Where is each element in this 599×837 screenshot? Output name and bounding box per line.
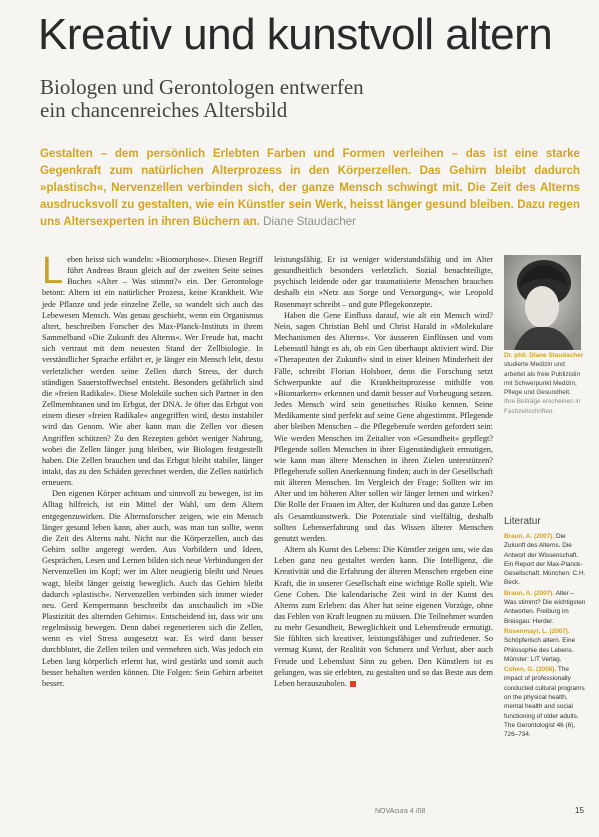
literature-text: Die Zukunft des Alterns. Die Antwort der Wissenschaft. Ein Report der Max-Planck-Gesellschaft. München: C.H. Beck.	[504, 533, 586, 587]
lead-text: Gestalten – dem persönlich Erlebten Farben und Formen verleihen – das ist eine starke Gegenkraft zum natürlichen Alterprozess in den Körperzellen. Das Gehirn bleibt dadurch »plastisch«, Nervenzellen verbinden sich, der ganze Mensch schwingt mit. Die Zeit des Alterns ausdrucksvoll zu gestalten, wie ein Künstler sein Werk, heisst länger gesund bleiben. Dazu regen uns Altersexperten in ihren Büchern an.	[40, 147, 580, 228]
body-paragraph: Den eigenen Körper achtsam und sinnvoll zu bewegen, ist im Alltag hilfreich, ist ein Mittel der Wahl, um dem Altern entgegenzuwirken. Die Alternsforscher zeigen, wie ein Mensch länger gesund leben kann, aber auch, was man tun sollte, wenn die Zeit des Alterns naht. Nicht nur die Körperzellen, auch das Gehirn sollte angeregt werden. Aus Vorbildern und Ideen, Gesprächen, Lesen und Lernen bilden sich neue Verbindungen der Nervenzellen im Kopf; wer im Alter neugierig bleibt und Neues wagt, bleibt länger geistig beweglich. Auch das Gehirn bleibt dadurch »plastisch«. Nervenzellen verbinden sich immer wieder neu. Gerd Kempermann beschreibt das anschaulich im »Die Plastizität des alternden Gehirns«. Entscheidend ist, dass wir uns regelmässig bewegen. Denn dabei regenerieren sich die Zellen, wenn es viel Stress ausgesetzt war. Es wird dann besser durchblutet, die Zellen teilen und vermehren sich. Was jedoch ein Leben lang körperlich erlernt hat, wird gestärkt und somit auch besser behalten werden können. Die Folgen: Sein Gehirn arbeitet besser.	[42, 489, 263, 688]
literature-author: Rosenmayr, L. (2007).	[504, 627, 570, 635]
body-column-2	[274, 254, 493, 689]
end-mark-icon	[350, 681, 356, 687]
body-paragraph	[274, 544, 493, 689]
subtitle-line-2: ein chancenreiches Altersbild	[40, 98, 288, 122]
literature-heading: Literatur	[504, 516, 541, 527]
subtitle-line-1: Biologen und Gerontologen entwerfen	[40, 75, 364, 99]
literature-author: Cohen, G. (2006).	[504, 666, 557, 674]
author-caption	[504, 351, 586, 416]
literature-entry	[504, 627, 586, 664]
body-column-1	[42, 250, 263, 689]
page-number: 15	[575, 806, 584, 815]
caption-text: studierte Medizin und arbeitet als freie Publizistin mit Schwerpunkt Medizin, Pflege und Gesundheit.	[504, 361, 581, 397]
literature-author: Braun, A. (2007).	[504, 589, 555, 597]
literature-author: Braun, A. (2007).	[504, 533, 555, 540]
caption-dept: Ihre Beiträge erscheinen in Fachzeitschriften.	[504, 398, 581, 415]
body-paragraph: leistungsfähig. Er ist weniger widerstandsfähig und im Alter gesundheitlich besonders verletzlich. Sozial benachteiligte, psychisch leidende oder gar traumatisierte Menschen brauchen deshalb ein »Netz aus Sorge und Versorgung«, wie Leopold Rosenmayr schreibt – und gute Pflegekonzepte.	[274, 255, 493, 309]
drop-cap: L	[42, 250, 64, 292]
literature-text: Schöpferisch altern. Eine Philosophie des Lebens. Münster: LIT Verlag.	[504, 637, 576, 663]
lead-author: Diane Staudacher	[263, 215, 356, 228]
literature-text: The impact of professionally conducted cultural programs on the physical health, mental health and social functioning of older adults. The Gerontologist 46 (6), 726–734.	[504, 666, 585, 739]
article-subtitle	[40, 76, 560, 122]
body-paragraph-text: Altern als Kunst des Lebens: Die Künstler zeigen uns, wie das Leben ganz neu gestaltet werden kann. Die Intelligenz, die Kreativität und die Erfahrung der älteren Menschen ergeben eine Kraft, die in unserer Gesellschaft eine wichtige Rolle spielt. Wie Gene Cohen. Die kalendarische Zeit wird in der Kunst des Alterns zum Erleben: das Alter hat seine eigenen Vorzüge, ohne das Fehlen von Kraft leugnen zu müssen. Die Teilnehmer wurden zu mehr Gesundheit, Beweglichkeit und Lebensfreude ermutigt. Sie fühlten sich kreativer, leistungsfähiger und zufriedener. So vermag Kunst, der Realität von Schmerz und Verlust, aber auch Freude und Lebenslust Sinn zu geben. Den Künstlern ist es gelungen, was sie erlebten, zu gestalten und so das Beste aus dem Leben herauszuholen.	[274, 545, 493, 688]
literature-entry	[504, 665, 586, 739]
body-paragraph: eben heisst sich wandeln: »Biomorphose«. Diesen Begriff führt Andreas Braun gleich auf der zweiten Seite seines Buches »Alter – Was stimmt?« ein. Der Gerontologe betont: Altern ist ein natürlicher Prozess, keine Krankheit. Wie jede Pflanze und jede einzelne Zelle, so wandelt sich auch das Lebewesen Mensch. Was genau geschieht, wenn ein Organismus altert, beschreiben Forscher des Max-Planck-Instituts in ihrem Sammelband »Die Zukunft des Alterns«. Wer Freude hat, macht sich vertraut mit dem neuesten Stand der Zellbiologie. In verständlicher Sprache erfährt er, je länger ein Mensch lebt, desto verletzlicher werden seine Zellen durch Stress, der durch ständigen Sauerstoffwechsel entsteht. Besonders gefährlich sind die »freien Radikale«. Diese Moleküle suchen sich Partner in den Zellmembranen und im Erbgut, der DNA. Je öfter das Erbgut von einem dieser »freien Radikale« angegriffen wird, desto instabiler wird das Genom. Wie aber kann man die Zellen vor diesen Angriffen schützen? Zu den Rezepten gehört weniger Nahrung, wobei die Zellen länger jung bleiben, wie Biologen festgestellt haben. Die Zellen brauchen und das Erbgut bleibt stabiler, länger intakt, das zu den Schäden gerechnet werden, die Zellen natürlich erneuern.	[42, 255, 263, 488]
caption-name: Dr. phil. Diane Staudacher	[504, 352, 584, 359]
author-photo	[504, 255, 581, 350]
literature-entry	[504, 589, 586, 626]
literature-list	[504, 532, 586, 741]
lead-paragraph	[40, 145, 580, 230]
literature-entry	[504, 532, 586, 588]
article-title: Kreativ und kunstvoll altern	[38, 10, 553, 59]
literature-text: Alter – Was stimmt? Die wichtigsten Antworten. Freiburg im Breisgau: Herder.	[504, 589, 586, 625]
body-paragraph: Haben die Gene Einfluss darauf, wie alt ein Mensch wird? Nein, sagen Christian Behl und Christ Harald in »Molekulare Mechanismen des Alterns«. Vor äusseren Einflüssen und vom Lebensstil hängt es ab, ob ein Gen überhaupt aktiviert wird. Die »Therapeuten der Zukunft« sind in einer kleinen Minderheit der Fälle, schreibt Florian Holsboer, denn die Forschung setzt Schwerpunkte auf die Krankheitsprozesse mithilfe von »Biomarkern« erkennen und damit besser auf Vorbeugung setzen. Jedes Mensch wird sein genetisches Risiko kennen. Seine Medikamente sind perfekt auf seine Gene abgestimmt. Pflegende aber bleiben Menschen – die Pflegeberufe werden gefordert sein: Wie werden Menschen im Zeitalter von »Gesundheit« gepflegt? Pflegende sollen Menschen in ihrer Eigenständigkeit ermutigen, wie kann man ältere Menschen in ihren Zielen unterstützen? Pflegeberufe sollen Anerkennung finden; auch in der Gesellschaft mit älteren Menschen. Im Vergleich der Frage: Sollten wir im Alter und im höheren Alter sollen wir länger lernen und wirken? Die Rolle der Frauen im Alter, der Kulturen und das ganze Leben als Gesamtkunstwerk. Die Potenziale sind vielfältig, deshalb sollten Lebenserfahrung und das Wissen älterer Menschen genutzt werden.	[274, 310, 493, 543]
footer-magazine: NOVAcura 4 /08	[375, 808, 426, 815]
